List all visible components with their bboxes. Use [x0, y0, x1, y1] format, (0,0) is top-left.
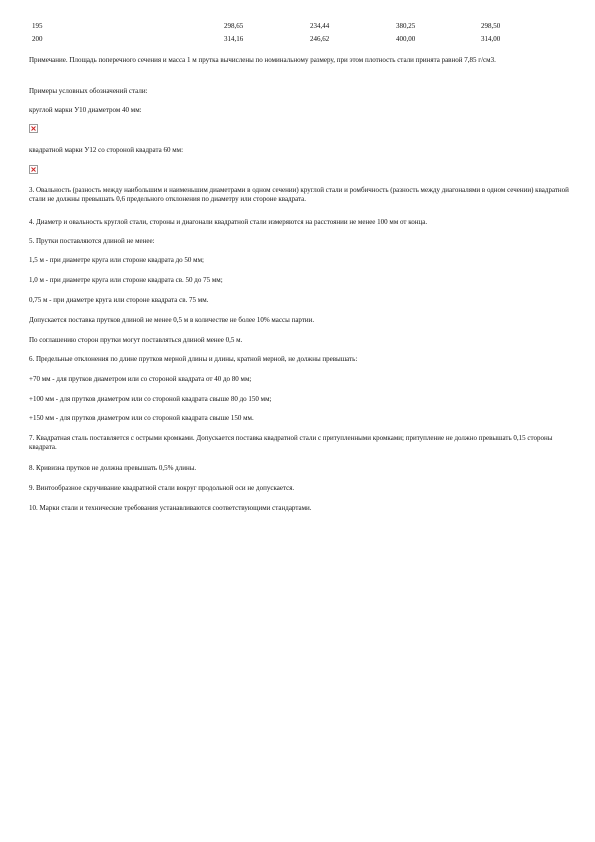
- curvature-paragraph: 8. Кривизна прутков не должна превышать 0,5% длины.: [29, 464, 197, 472]
- broken-image-icon: [29, 124, 38, 133]
- length-item: 1,5 м - при диаметре круга или стороне квадрата до 50 мм;: [29, 256, 204, 264]
- length-heading: 5. Прутки поставляются длиной не менее:: [29, 237, 155, 245]
- edges-paragraph: 7. Квадратная сталь поставляется с острыми кромками. Допускается поставка квадратной стали с притупленными кромками; притупление не должно превышать 0,15 стороны квадрата.: [29, 434, 553, 451]
- table-cell: 234,44: [310, 22, 330, 30]
- table-cell: 298,65: [224, 22, 244, 30]
- cross-icon: [31, 126, 36, 131]
- allowance-paragraph: Допускается поставка прутков длиной не менее 0,5 м в количестве не более 10% массы партии.: [29, 316, 315, 324]
- deviation-item: +70 мм - для прутков диаметром или со стороной квадрата от 40 до 80 мм;: [29, 375, 252, 383]
- standards-paragraph: 10. Марки стали и технические требования устанавливаются соответствующими стандартами.: [29, 504, 312, 512]
- dimensions-table: [32, 22, 572, 48]
- table-cell: 200: [32, 35, 43, 43]
- table-cell: 195: [32, 22, 43, 30]
- table-row: [32, 35, 572, 48]
- table-row: [32, 22, 572, 35]
- deviation-item: +150 мм - для прутков диаметром или со стороной квадрата свыше 150 мм.: [29, 414, 254, 422]
- note-paragraph: Примечание. Площадь поперечного сечения и масса 1 м прутка вычислены по номинальному размеру, при этом плотность стали принята равной 7,85 г/см3.: [29, 56, 496, 64]
- deviation-item: +100 мм - для прутков диаметром или со стороной квадрата свыше 80 до 150 мм;: [29, 395, 272, 403]
- cross-icon: [31, 167, 36, 172]
- square-steel-example: квадратной марки У12 со стороной квадрата 60 мм:: [29, 146, 184, 154]
- table-cell: 400,00: [396, 35, 416, 43]
- length-item: 1,0 м - при диаметре круга или стороне квадрата св. 50 до 75 мм;: [29, 276, 223, 284]
- table-cell: 380,25: [396, 22, 416, 30]
- deviation-heading: 6. Предельные отклонения по длине прутков мерной длины и длины, кратной мерной, не должны превышать:: [29, 355, 358, 363]
- table-cell: 298,50: [481, 22, 501, 30]
- table-cell: 314,00: [481, 35, 501, 43]
- examples-title: Примеры условных обозначений стали:: [29, 87, 148, 95]
- broken-image-icon: [29, 165, 38, 174]
- measurement-paragraph: 4. Диаметр и овальность круглой стали, стороны и диагонали квадратной стали измеряются на расстоянии не менее 100 мм от конца.: [29, 218, 428, 226]
- length-item: 0,75 м - при диаметре круга или стороне квадрата св. 75 мм.: [29, 296, 209, 304]
- twist-paragraph: 9. Винтообразное скручивание квадратной стали вокруг продольной оси не допускается.: [29, 484, 295, 492]
- table-cell: 314,16: [224, 35, 244, 43]
- allowance-paragraph: По соглашению сторон прутки могут поставляться длиной менее 0,5 м.: [29, 336, 243, 344]
- round-steel-example: круглой марки У10 диаметром 40 мм:: [29, 106, 142, 114]
- table-cell: 246,62: [310, 35, 330, 43]
- ovality-paragraph: 3. Овальность (разность между наибольшим и наименьшим диаметрами в одном сечении) круглой стали и ромбичность (разность между диагоналями в одном сечении) квадратной стали не должны превышать 0,6 предельного отклонения по диаметру или стороне квадрата.: [29, 186, 569, 203]
